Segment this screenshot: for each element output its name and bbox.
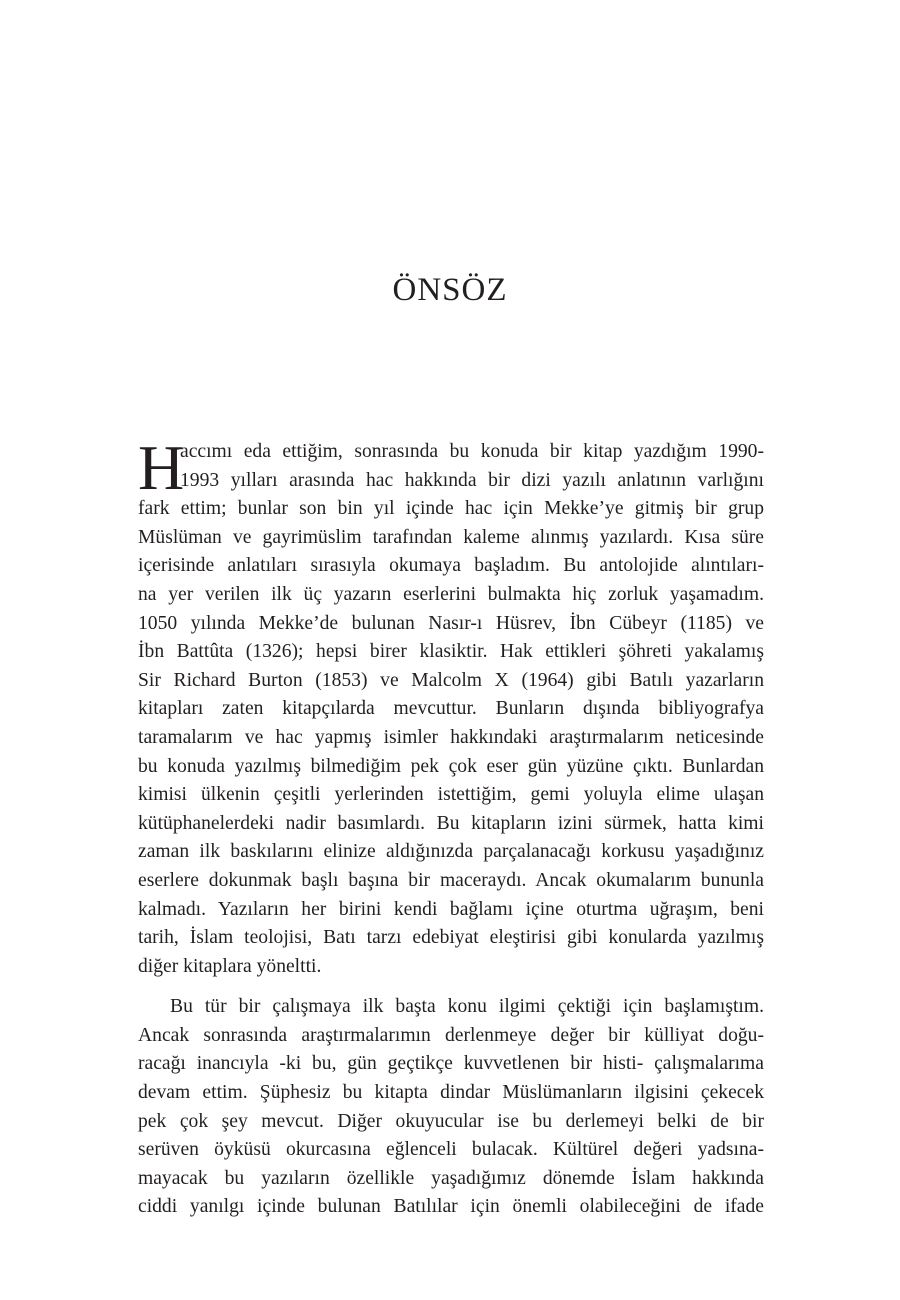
text-line: kalmadı. Yazıların her birini kendi bağlamı içine oturtma uğraşım, beni [138, 898, 764, 920]
body-text [138, 432, 764, 1222]
text-line: Sir Richard Burton (1853) ve Malcolm X (1964) gibi Batılı yazarların [138, 669, 764, 691]
text-line: pek çok şey mevcut. Diğer okuyucular ise bu derlemeyi belki de bir [138, 1110, 764, 1132]
text-line: 1993 yılları arasında hac hakkında bir dizi yazılı anlatının varlığını [180, 469, 764, 491]
text-line: na yer verilen ilk üç yazarın eserlerini bulmakta hiç zorluk yaşamadım. [138, 583, 764, 605]
text-line: Müslüman ve gayrimüslim tarafından kaleme alınmış yazılardı. Kısa süre [138, 526, 764, 548]
text-line: racağı inancıyla -ki bu, gün geçtikçe kuvvetlenen bir histi- çalışmalarıma [138, 1053, 764, 1075]
text-line: diğer kitaplara yöneltti. [138, 955, 322, 977]
text-line: bu konuda yazılmış bilmediğim pek çok eser gün yüzüne çıktı. Bunlardan [138, 755, 764, 777]
text-line: zaman ilk baskılarını elinize aldığınızda parçalanacağı korkusu yaşadığınız [138, 841, 764, 863]
text-line: Ancak sonrasında araştırmalarımın derlenmeye değer bir külliyat doğu- [138, 1024, 764, 1046]
drop-cap: H [138, 432, 185, 503]
text-line: içerisinde anlatıları sırasıyla okumaya başladım. Bu antolojide alıntıları- [138, 555, 764, 577]
text-line: kimisi ülkenin çeşitli yerlerinden istettiğim, gemi yoluyla elime ulaşan [138, 784, 764, 806]
text-line: Bu tür bir çalışmaya ilk başta konu ilgimi çektiği için başlamıştım. [170, 996, 764, 1018]
text-line: kütüphanelerdeki nadir basımlardı. Bu kitapların izini sürmek, hatta kimi [138, 812, 764, 834]
text-line: taramalarım ve hac yapmış isimler hakkındaki araştırmalarım neticesinde [138, 726, 764, 748]
text-line: 1050 yılında Mekke’de bulunan Nasır-ı Hüsrev, İbn Cübeyr (1185) ve [138, 612, 764, 634]
paragraph-gap [138, 981, 764, 993]
text-line: İbn Battûta (1326); hepsi birer klasiktir. Hak ettikleri şöhreti yakalamış [138, 641, 764, 663]
text-line: tarih, İslam teolojisi, Batı tarzı edebiyat eleştirisi gibi konularda yazılmış [138, 927, 764, 949]
text-line: ciddi yanılgı içinde bulunan Batılılar için önemli olabileceğini de ifade [138, 1196, 764, 1218]
text-line: fark ettim; bunlar son bin yıl içinde hac için Mekke’ye gitmiş bir grup [138, 498, 764, 520]
text-line: serüven öyküsü okurcasına eğlenceli bulacak. Kültürel değeri yadsına- [138, 1139, 764, 1161]
text-line: mayacak bu yazıların özellikle yaşadığımız dönemde İslam hakkında [138, 1167, 764, 1189]
text-line: eserlere dokunmak başlı başına bir maceraydı. Ancak okumalarım bununla [138, 869, 764, 891]
text-line: kitapları zaten kitapçılarda mevcuttur. Bunların dışında bibliyografya [138, 698, 764, 720]
text-line: devam ettim. Şüphesiz bu kitapta dindar Müslümanların ilgisini çekecek [138, 1082, 764, 1104]
text-line: accımı eda ettiğim, sonrasında bu konuda bir kitap yazdığım 1990- [180, 441, 764, 462]
chapter-title: ÖNSÖZ [392, 272, 508, 308]
